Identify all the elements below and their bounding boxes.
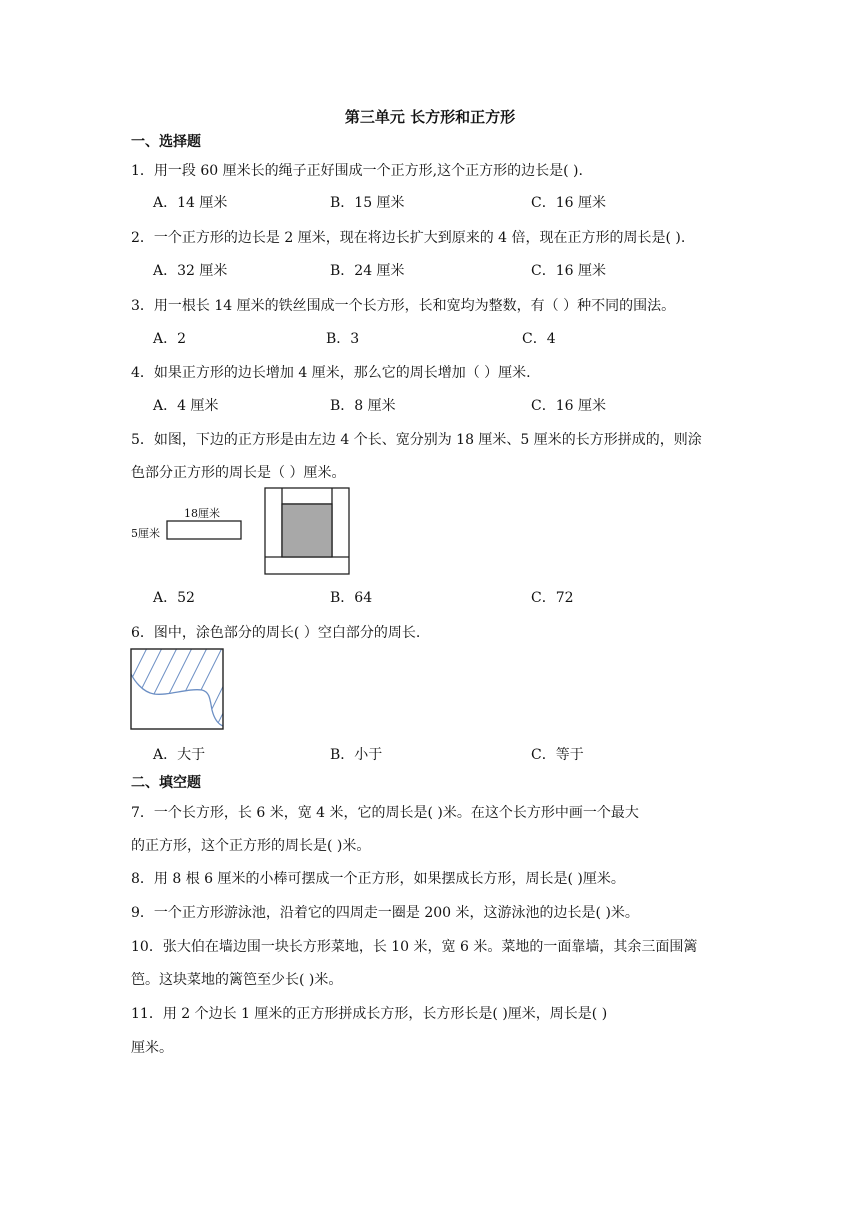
question-6: 6．图中，涂色部分的周长( ）空白部分的周长. [131, 625, 421, 641]
q1-option-b: B．15 厘米 [330, 195, 405, 211]
question-2: 2．一个正方形的边长是 2 厘米，现在将边长扩大到原来的 4 倍，现在正方形的周长是( ). [131, 230, 686, 246]
q4-option-b: B．8 厘米 [330, 398, 396, 414]
question-5-line2: 色部分正方形的周长是（ ）厘米。 [131, 465, 346, 481]
q2-option-a: A．32 厘米 [153, 263, 228, 279]
q2-option-b: B．24 厘米 [330, 263, 405, 279]
q1-option-c: C．16 厘米 [531, 195, 606, 211]
question-7-line2: 的正方形，这个正方形的周长是( )米。 [131, 838, 371, 854]
question-11-line1: 11．用 2 个边长 1 厘米的正方形拼成长方形，长方形长是( )厘米，周长是( ) [131, 1006, 608, 1022]
question-8: 8．用 8 根 6 厘米的小棒可摆成一个正方形，如果摆成长方形，周长是( )厘米。 [131, 871, 625, 887]
q3-option-b: B．3 [326, 331, 360, 347]
question-10-line1: 10．张大伯在墙边围一块长方形菜地，长 10 米，宽 6 米。菜地的一面靠墙，其余三面围篱 [131, 939, 698, 955]
section-choice-heading: 一、选择题 [131, 134, 201, 150]
q5-option-b: B．64 [330, 590, 373, 606]
q4-option-c: C．16 厘米 [531, 398, 606, 414]
q2-option-c: C．16 厘米 [531, 263, 606, 279]
q3-option-c: C．4 [522, 331, 556, 347]
question-4: 4．如果正方形的边长增加 4 厘米，那么它的周长增加（ ）厘米. [131, 365, 531, 381]
q6-option-b: B．小于 [330, 747, 383, 763]
figure-label-width: 5厘米 [131, 527, 160, 540]
page-title: 第三单元 长方形和正方形 [344, 108, 516, 126]
q4-option-a: A．4 厘米 [153, 398, 219, 414]
question-11-line2: 厘米。 [131, 1040, 173, 1056]
hatched-region-figure [128, 646, 228, 732]
question-7-line1: 7．一个长方形，长 6 米，宽 4 米，它的周长是( )米。在这个长方形中画一个最大 [131, 805, 639, 821]
q3-option-a: A．2 [153, 331, 187, 347]
shaded-square [282, 504, 332, 557]
q6-option-a: A．大于 [153, 747, 206, 763]
q6-option-c: C．等于 [531, 747, 584, 763]
figure-label-length: 18厘米 [184, 507, 220, 520]
q5-option-a: A．52 [153, 590, 195, 606]
composite-square-figure [260, 484, 356, 578]
section-fill-heading: 二、填空题 [131, 775, 201, 791]
small-rectangle-figure [160, 515, 250, 545]
question-5-line1: 5．如图，下边的正方形是由左边 4 个长、宽分别为 18 厘米、5 厘米的长方形拼成的，则涂 [131, 432, 702, 448]
question-9: 9．一个正方形游泳池，沿着它的四周走一圈是 200 米，这游泳池的边长是( )米。 [131, 905, 639, 921]
question-10-line2: 笆。这块菜地的篱笆至少长( )米。 [131, 972, 343, 988]
question-3: 3．用一根长 14 厘米的铁丝围成一个长方形，长和宽均为整数，有（ ）种不同的围法。 [131, 298, 676, 314]
question-1: 1．用一段 60 厘米长的绳子正好围成一个正方形,这个正方形的边长是( ). [131, 163, 583, 179]
q1-option-a: A．14 厘米 [153, 195, 228, 211]
q5-option-c: C．72 [531, 590, 574, 606]
